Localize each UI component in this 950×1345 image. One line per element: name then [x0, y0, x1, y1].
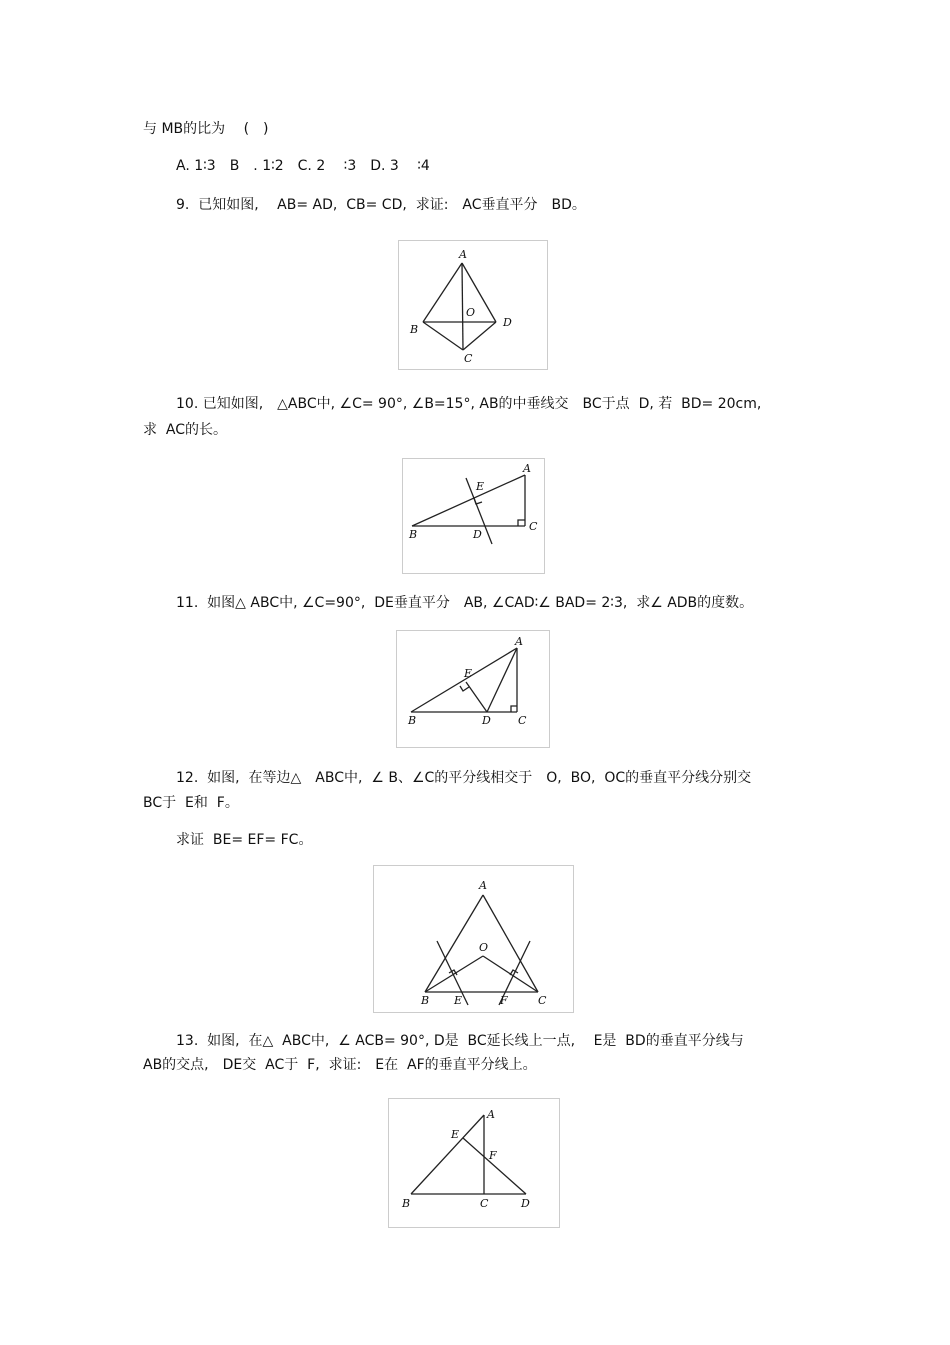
- label-c: C: [538, 994, 547, 1007]
- problem-9: 9. 已知如图, AB= AD, CB= CD, 求证: AC垂直平分 BD。: [176, 197, 586, 213]
- right-angle-mark-e: [474, 498, 482, 504]
- label-a: A: [487, 1108, 495, 1121]
- problem-12-cont: BC于 E和 F。: [143, 795, 239, 811]
- segment-ab: [411, 1115, 484, 1194]
- label-c: C: [529, 520, 538, 533]
- problem-10-cont: 求 AC的长。: [143, 422, 228, 438]
- label-f: F: [489, 1149, 497, 1162]
- label-a: A: [459, 248, 467, 261]
- label-d: D: [473, 528, 482, 541]
- figure-9: [398, 240, 548, 370]
- problem-11: 11. 如图△ ABC中, ∠C=90°, DE垂直平分 AB, ∠CAD∶∠ BAD= 2∶3, 求∠ ADB的度数。: [176, 595, 754, 611]
- label-c: C: [518, 714, 527, 727]
- figure-11: [396, 630, 550, 748]
- problem-12-proof: 求证 BE= EF= FC。: [176, 832, 313, 848]
- segment-dc: [463, 322, 496, 350]
- label-b: B: [402, 1197, 411, 1210]
- problem-10: 10. 已知如图, △ABC中, ∠C= 90°, ∠B=15°, AB的中垂线交 BC于点 D, 若 BD= 20cm,: [176, 396, 762, 412]
- label-b: B: [421, 994, 430, 1007]
- label-e: E: [476, 480, 485, 493]
- label-d: D: [521, 1197, 530, 1210]
- label-c: C: [480, 1197, 489, 1210]
- segment-bc: [423, 322, 463, 350]
- label-d: D: [503, 316, 512, 329]
- label-e: E: [454, 994, 463, 1007]
- text-line-1: 与 MB的比为 ( ): [143, 121, 269, 137]
- label-o: O: [466, 306, 476, 319]
- bisector-bo: [437, 941, 468, 1005]
- figure-12: [373, 865, 574, 1013]
- problem-13: 13. 如图, 在△ ABC中, ∠ ACB= 90°, D是 BC延长线上一点, E是 BD的垂直平分线与: [176, 1033, 744, 1049]
- label-e: E: [451, 1128, 460, 1141]
- figure-10: [402, 458, 545, 574]
- label-o: O: [479, 941, 489, 954]
- label-b: B: [408, 714, 417, 727]
- label-a: A: [515, 635, 523, 648]
- right-angle-mark-c: [518, 520, 525, 526]
- right-angle-mark-e: [460, 686, 469, 691]
- segment-de: [466, 682, 487, 712]
- label-a: A: [479, 879, 487, 892]
- figure-13: [388, 1098, 560, 1228]
- right-angle-mark-c: [511, 706, 517, 712]
- segment-ab: [423, 263, 462, 322]
- label-a: A: [523, 462, 531, 475]
- label-d: D: [482, 714, 491, 727]
- segment-ac: [483, 895, 538, 992]
- label-b: B: [410, 323, 419, 336]
- segment-bo: [425, 956, 483, 992]
- label-c: C: [464, 352, 473, 365]
- problem-12: 12. 如图, 在等边△ ABC中, ∠ B、∠C的平分线相交于 O, BO, OC的垂直平分线分别交: [176, 770, 752, 786]
- segment-ab: [411, 648, 517, 712]
- label-b: B: [409, 528, 418, 541]
- problem-13-cont: AB的交点, DE交 AC于 F, 求证: E在 AF的垂直平分线上。: [143, 1057, 537, 1073]
- segment-ac: [462, 263, 463, 350]
- label-e: E: [464, 667, 473, 680]
- label-f: F: [500, 994, 508, 1007]
- answer-options: A. 1∶3 B . 1∶2 C. 2 ∶3 D. 3 ∶4: [176, 158, 430, 174]
- segment-de: [463, 1138, 526, 1194]
